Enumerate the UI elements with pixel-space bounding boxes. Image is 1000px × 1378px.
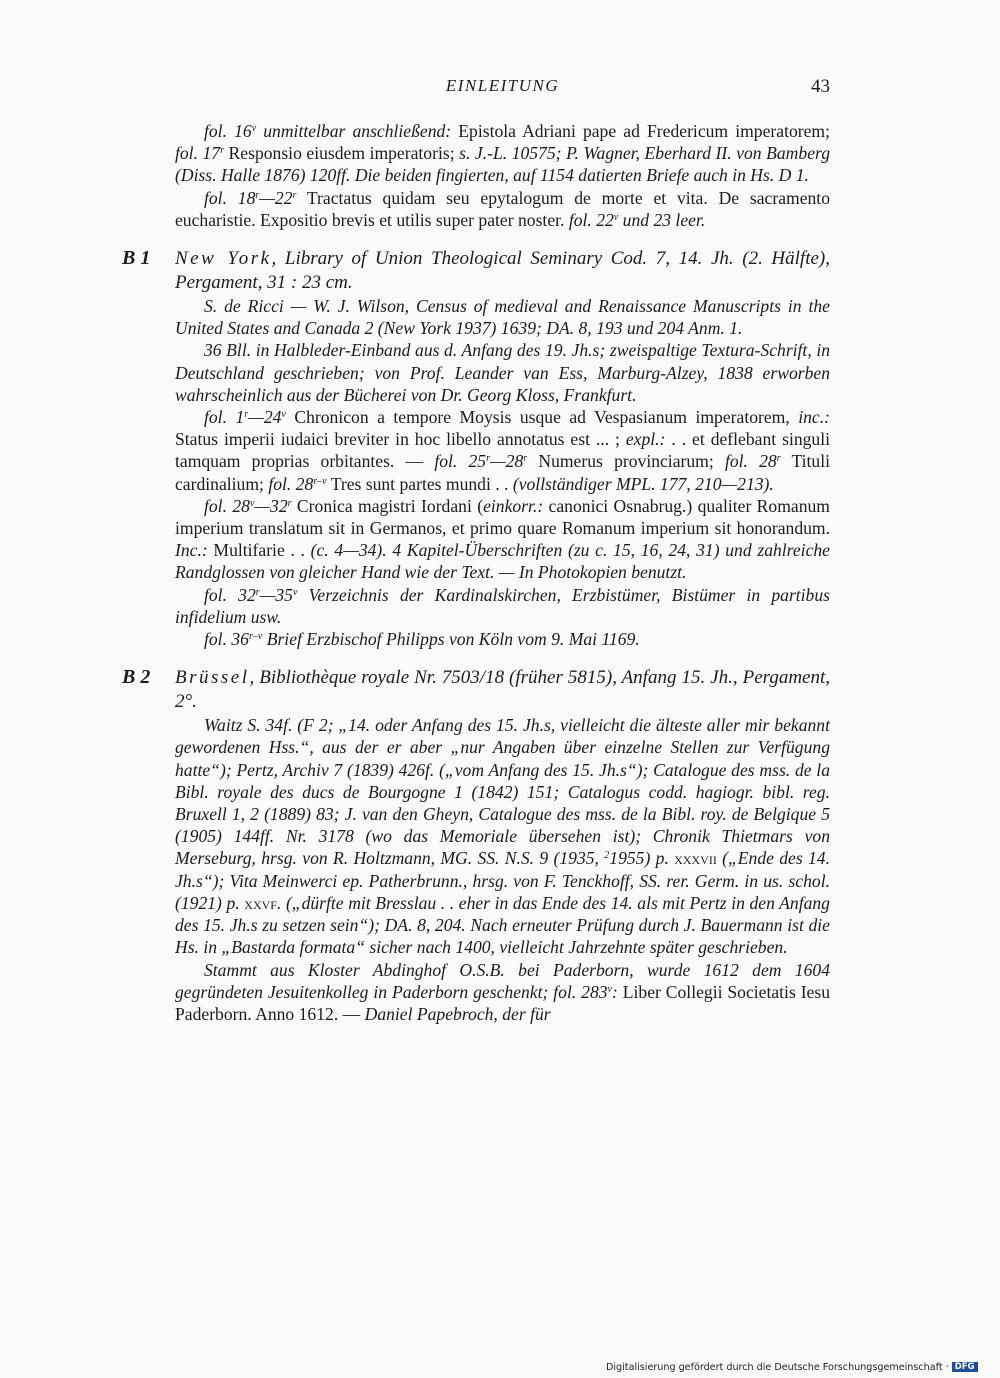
intro-paragraph-2: fol. 18$^r$—22$^r$ Tractatus quidam seu epytalogum de morte et vita. De sacramento eucharistie. Expositio brevis et utilis super pater noster. fol. 22$^v$ und 23 leer. — [175, 187, 830, 230]
entry-b1-contents-4: fol. 36$^{r-v}$ Brief Erzbischof Philipps von Köln vom 9. Mai 1169. — [204, 629, 640, 650]
entry-b1-contents-3: fol. 32$^r$—35$^v$ Verzeichnis der Kardinalskirchen, Erzbistümer, Bistümer in partibus infidelium usw. — [175, 584, 831, 627]
entry-b2-literature: Waitz S. 34f. (F 2; „14. oder Anfang des 15. Jh.s, vielleicht die älteste aller mir bekannt gewordenen Hss.“, aus der er aber „nur Angaben über einzelne Stellen zur Verfügung hatte“); Pertz, Archiv 7 (1839) 426f. („vom Anfang des 15. Jh.s“); Catalogue des mss. de la Bibl. royale des ducs de Bourgogne 1 (1842) 151; Catalogus codd. hagiogr. bibl. reg. Bruxell 1, 2 (1889) 83; J. van den Gheyn, Catalogue des mss. de la Bibl. roy. de Belgique 5 (1905) 144ff. Nr. 3178 (wo das Memoriale übersehen ist); Chronik Thietmars von Merseburg, hrsg. von R. Holtzmann, MG. SS. N.S. 9 (1935, $^2$1955) p. xxxvii („Ende des 14. Jh.s“); Vita Meinwerci ep. Patherbrunn., hrsg. von F. Tenckhoff, SS. rer. Germ. in us. schol. (1921) p. xxvf. („dürfte mit Bresslau . . eher in das Ende des 14. als mit Pertz in den Anfang des 15. Jh.s zu setzen sein“); DA. 8, 204. Nach erneuter Prüfung durch J. Bauermann ist die Hs. in „Bastarda formata“ sicher nach 1400, vielleicht Jahrzehnte später geschrieben. — [175, 715, 830, 958]
main-text — [122, 120, 831, 1025]
intro-paragraph-1: fol. 16$^v$ unmittelbar anschließend: Epistola Adriani pape ad Fredericum imperatorem; fol. 17$^r$ Responsio eiusdem imperatoris; s. J.-L. 10575; P. Wagner, Eberhard II. von Bamberg (Diss. Halle 1876) 120ff. Die beiden fingierten, auf 1154 datierten Briefe auch in Hs. D 1. — [175, 121, 830, 186]
running-header — [175, 76, 830, 102]
entry-b1 — [122, 247, 831, 650]
entry-b1-contents-2: fol. 28$^v$—32$^r$ Cronica magistri Iordani (einkorr.: canonici Osnabrug.) qualiter Romanum imperium translatum sit in Germanos, et primo quare Romanum imperium sit honorandum. Inc.: Multifarie . . (c. 4—34). 4 Kapitel-Überschriften (zu c. 15, 16, 24, 31) und zahlreiche Randglossen von gleicher Hand wie der Text. — In Photokopien benutzt. — [175, 495, 830, 583]
entry-b1-literature: S. de Ricci — W. J. Wilson, Census of medieval and Renaissance Manuscripts in the United States and Canada 2 (New York 1937) 1639; DA. 8, 193 und 204 Anm. 1. — [175, 296, 830, 339]
entry-b2-heading: Brüssel, Bibliothèque royale Nr. 7503/18 (früher 5815), Anfang 15. Jh., Pergament, 2°. — [175, 667, 830, 713]
digitization-credit-text: Digitalisierung gefördert durch die Deutsche Forschungsgemeinschaft · — [606, 1362, 949, 1373]
entry-b1-contents-1: fol. 1$^r$—24$^v$ Chronicon a tempore Moysis usque ad Vespasianum imperatorem, inc.: Status imperii iudaici breviter in hoc libello annotatus est ... ; expl.: . . et deflebant singuli tamquam proprias orbitantes. — fol. 25$^r$—28$^r$ Numerus provinciarum; fol. 28$^r$ Tituli cardinalium; fol. 28$^{r-v}$ Tres sunt partes mundi . . (vollständiger MPL. 177, 210—213). — [175, 407, 831, 494]
entry-b2 — [122, 666, 831, 1025]
dfg-logo: DFG — [952, 1362, 978, 1372]
page-number: 43 — [811, 76, 830, 97]
entry-b1-heading: New York, Library of Union Theological Seminary Cod. 7, 14. Jh. (2. Hälfte), Pergament, 31 : 23 cm. — [175, 248, 830, 294]
siglum-b1: B 1 — [122, 247, 151, 270]
siglum-b2: B 2 — [122, 666, 151, 689]
entry-b2-provenance: Stammt aus Kloster Abdinghof O.S.B. bei Paderborn, wurde 1612 dem 1604 gegründeten Jesuitenkolleg in Paderborn geschenkt; fol. 283$^v$: Liber Collegii Societatis Iesu Paderborn. Anno 1612. — Daniel Papebroch, der für — [175, 959, 831, 1024]
entry-b1-description: 36 Bll. in Halbleder-Einband aus d. Anfang des 19. Jh.s; zweispaltige Textura-Schrift, in Deutschland geschrieben; von Prof. Leander van Ess, Marburg-Alzey, 1838 erworben wahrscheinlich aus der Bücherei von Dr. Georg Kloss, Frankfurt. — [175, 340, 830, 405]
digitization-credit — [606, 1362, 990, 1376]
running-title: EINLEITUNG — [445, 76, 560, 95]
